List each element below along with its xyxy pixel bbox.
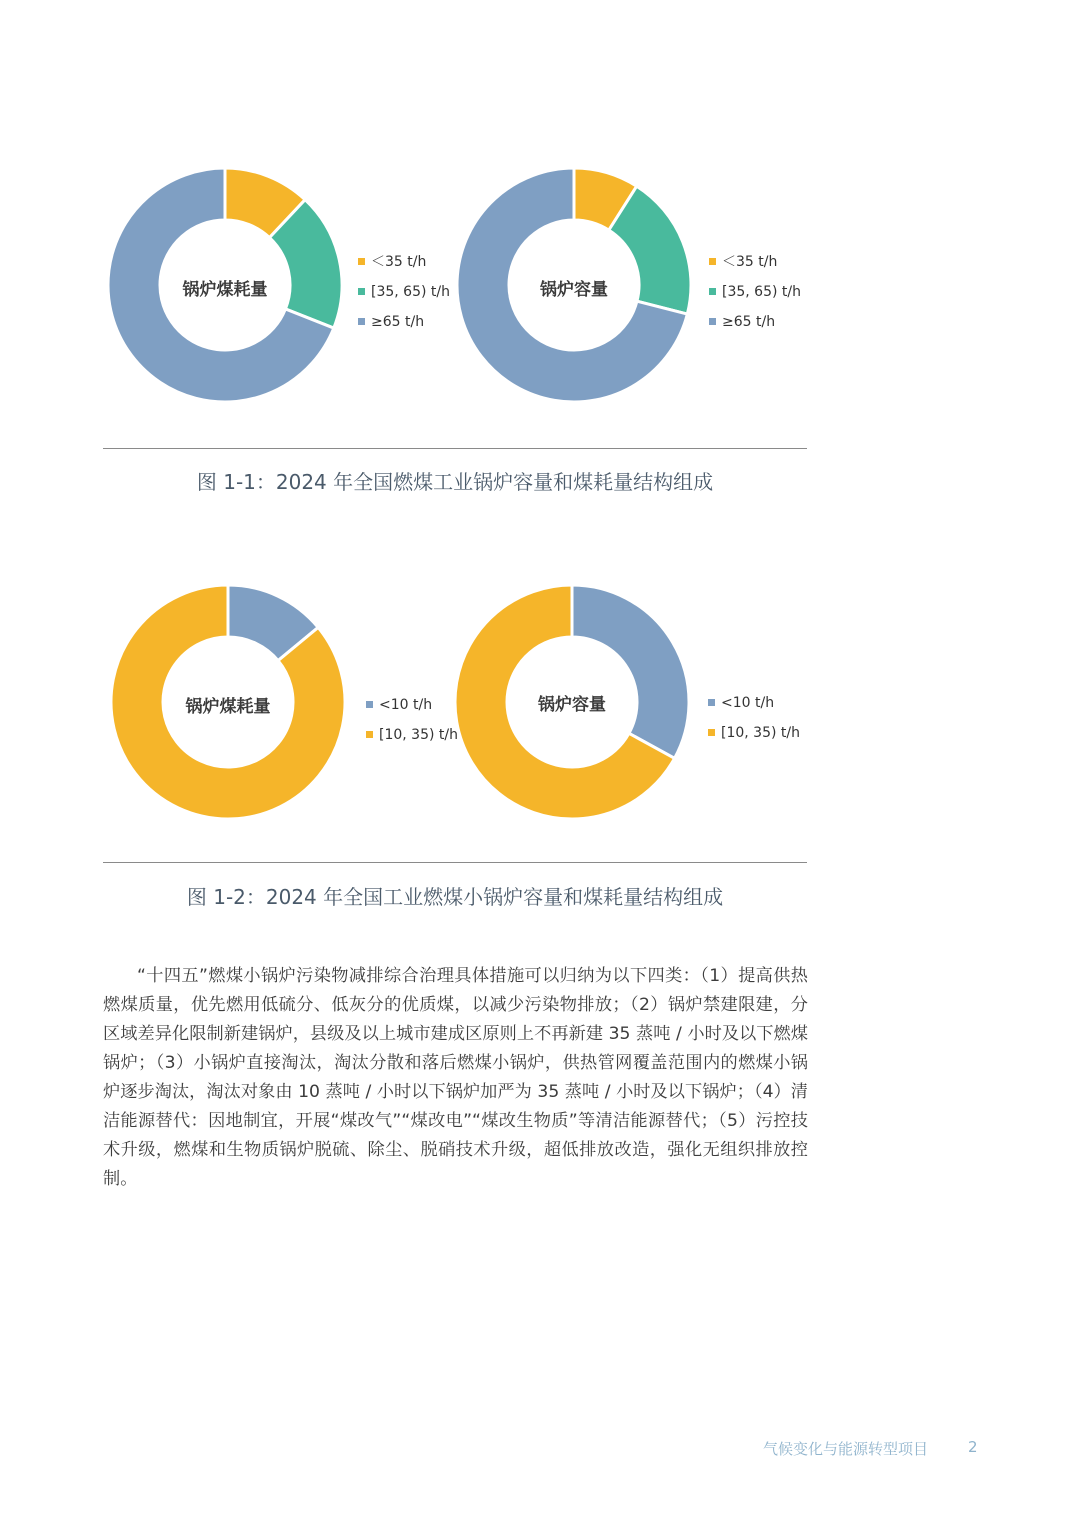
legend-item [366, 720, 458, 750]
donut-1-center-label: 锅炉煤耗量 [182, 280, 268, 300]
legend-label: <10 t/h [721, 695, 775, 711]
footer-project-title: 气候变化与能源转型项目 [762, 1440, 928, 1458]
legend-swatch [366, 731, 373, 738]
donut-3-center-label: 锅炉煤耗量 [185, 697, 271, 717]
legend-swatch [709, 288, 716, 295]
donut-4-center-label: 锅炉容量 [538, 695, 606, 715]
figure-2-caption: 图 1-2：2024 年全国工业燃煤小锅炉容量和煤耗量结构组成 [186, 885, 724, 909]
legend-swatch [709, 258, 716, 265]
legend-item [358, 277, 450, 307]
legend-label: [35, 65) t/h [371, 284, 450, 300]
legend-label: ≥65 t/h [371, 314, 425, 330]
legend-swatch [708, 729, 715, 736]
legend-item [358, 307, 450, 337]
legend-item [709, 307, 801, 337]
legend-swatch [709, 318, 716, 325]
legend-item [358, 247, 450, 277]
body-paragraph: “十四五”燃煤小锅炉污染物减排综合治理具体措施可以归纳为以下四类：（1）提高供热燃煤质量，优先燃用低硫分、低灰分的优质煤，以减少污染物排放；（2）锅炉禁建限建，分区域差异化限制新建锅炉，县级及以上城市建成区原则上不再新建 35 蒸吨 / 小时及以下燃煤锅炉；（3）小锅炉直接淘汰，淘汰分散和落后燃煤小锅炉，供热管网覆盖范围内的燃煤小锅炉逐步淘汰，淘汰对象由 10 蒸吨 / 小时以下锅炉加严为 35 蒸吨 / 小时及以下锅炉；（4）清洁能源替代：因地制宜，开展“煤改气”“煤改电”“煤改生物质”等清洁能源替代；（5）污控技术升级，燃煤和生物质锅炉脱硫、除尘、脱硝技术升级，超低排放改造，强化无组织排放控制。 [103, 966, 808, 1189]
legend-swatch [358, 318, 365, 325]
legend-item [709, 277, 801, 307]
figure-1-divider [103, 448, 807, 449]
donut-1-legend [358, 247, 450, 337]
legend-item [709, 247, 801, 277]
legend-label: [10, 35) t/h [721, 725, 800, 741]
legend-label: [10, 35) t/h [379, 727, 458, 743]
legend-swatch [358, 258, 365, 265]
donut-chart-3 [108, 582, 348, 822]
figure-1-caption: 图 1-1：2024 年全国燃煤工业锅炉容量和煤耗量结构组成 [196, 470, 714, 494]
figure-2-divider [103, 862, 807, 863]
legend-item [708, 688, 800, 718]
donut-chart-4 [452, 582, 692, 822]
legend-swatch [358, 288, 365, 295]
legend-item [708, 718, 800, 748]
footer-page-number: 2 [968, 1438, 978, 1456]
legend-label: [35, 65) t/h [722, 284, 801, 300]
donut-3-legend [366, 690, 458, 750]
donut-chart-1 [105, 165, 345, 405]
donut-2-center-label: 锅炉容量 [540, 280, 608, 300]
legend-label: ＜35 t/h [722, 254, 778, 270]
legend-label: <10 t/h [379, 697, 433, 713]
donut-4-legend [708, 688, 800, 748]
legend-swatch [366, 701, 373, 708]
legend-label: ＜35 t/h [371, 254, 427, 270]
donut-slice [572, 585, 689, 758]
legend-swatch [708, 699, 715, 706]
legend-item [366, 690, 458, 720]
donut-2-legend [709, 247, 801, 337]
donut-chart-2 [454, 165, 694, 405]
legend-label: ≥65 t/h [722, 314, 776, 330]
